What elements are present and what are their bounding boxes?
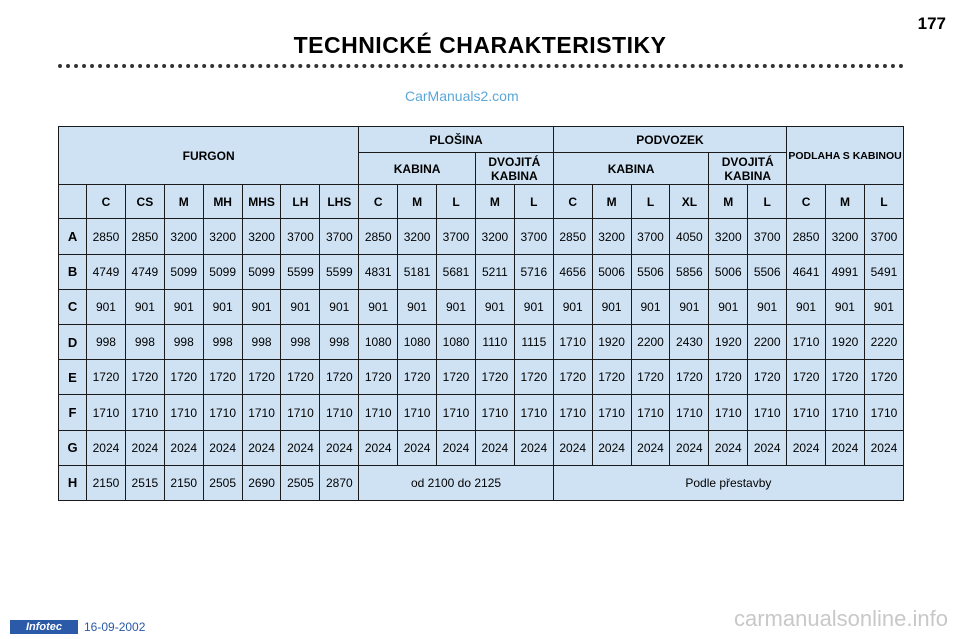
table-cell: 2850 bbox=[787, 219, 826, 254]
table-cell: 1720 bbox=[281, 360, 320, 395]
page-title: TECHNICKÉ CHARAKTERISTIKY bbox=[293, 32, 667, 58]
table-cell: 5491 bbox=[864, 254, 903, 289]
table-cell: 901 bbox=[864, 289, 903, 324]
table-row bbox=[59, 360, 904, 395]
table-cell: 2024 bbox=[592, 430, 631, 465]
table-cell: 2220 bbox=[864, 325, 903, 360]
table-cell: 3200 bbox=[826, 219, 865, 254]
table-cell: 1720 bbox=[475, 360, 514, 395]
table-cell: 901 bbox=[281, 289, 320, 324]
table-cell: 5856 bbox=[670, 254, 709, 289]
table-cell: 1720 bbox=[864, 360, 903, 395]
table-cell: 1710 bbox=[398, 395, 437, 430]
table-cell: 901 bbox=[631, 289, 670, 324]
table-cell: 998 bbox=[203, 325, 242, 360]
table-cell: 2024 bbox=[864, 430, 903, 465]
table-cell: 2850 bbox=[359, 219, 398, 254]
table-cell: 2024 bbox=[281, 430, 320, 465]
table-cell: 1710 bbox=[164, 395, 203, 430]
table-cell: 1720 bbox=[203, 360, 242, 395]
table-cell: 2024 bbox=[670, 430, 709, 465]
table-cell: 1720 bbox=[514, 360, 553, 395]
table-cell: 1720 bbox=[164, 360, 203, 395]
subgroup-plosina-dvojita: DVOJITÁ KABINA bbox=[475, 153, 553, 185]
column-header: CS bbox=[125, 185, 164, 219]
table-cell: 5599 bbox=[320, 254, 359, 289]
column-header: L bbox=[514, 185, 553, 219]
row-label: G bbox=[59, 430, 87, 465]
row-label: D bbox=[59, 325, 87, 360]
table-cell: 901 bbox=[87, 289, 126, 324]
table-cell: 3700 bbox=[320, 219, 359, 254]
table-cell: 998 bbox=[164, 325, 203, 360]
table-cell: 3200 bbox=[709, 219, 748, 254]
table-cell: 901 bbox=[553, 289, 592, 324]
table-cell: 2150 bbox=[87, 465, 126, 500]
table-cell: 3700 bbox=[437, 219, 476, 254]
table-cell: 3700 bbox=[631, 219, 670, 254]
column-header: XL bbox=[670, 185, 709, 219]
table-cell-merged: Podle přestavby bbox=[553, 465, 903, 500]
column-header: L bbox=[748, 185, 787, 219]
table-cell: 998 bbox=[242, 325, 281, 360]
table-cell: 3700 bbox=[514, 219, 553, 254]
table-cell: 2024 bbox=[242, 430, 281, 465]
column-header: MHS bbox=[242, 185, 281, 219]
table-cell: 2024 bbox=[359, 430, 398, 465]
table-cell: 2024 bbox=[787, 430, 826, 465]
table-cell: 901 bbox=[709, 289, 748, 324]
table-cell: 4641 bbox=[787, 254, 826, 289]
row-label: B bbox=[59, 254, 87, 289]
column-header: MH bbox=[203, 185, 242, 219]
column-header: L bbox=[864, 185, 903, 219]
table-row bbox=[59, 465, 904, 500]
table-cell: 1920 bbox=[709, 325, 748, 360]
table-cell: 2024 bbox=[475, 430, 514, 465]
column-header: M bbox=[826, 185, 865, 219]
table-cell: 901 bbox=[826, 289, 865, 324]
table-cell: 1710 bbox=[631, 395, 670, 430]
table-cell: 1710 bbox=[787, 395, 826, 430]
table-cell: 2024 bbox=[709, 430, 748, 465]
table-cell: 901 bbox=[514, 289, 553, 324]
table-row bbox=[59, 254, 904, 289]
table-cell: 3700 bbox=[748, 219, 787, 254]
corner-cell bbox=[59, 185, 87, 219]
watermark-top: CarManuals2.com bbox=[405, 88, 519, 104]
table-cell: 5099 bbox=[164, 254, 203, 289]
table-cell: 901 bbox=[437, 289, 476, 324]
column-header: M bbox=[709, 185, 748, 219]
table-cell: 2024 bbox=[514, 430, 553, 465]
table-cell: 1110 bbox=[475, 325, 514, 360]
table-cell: 1710 bbox=[475, 395, 514, 430]
table-cell: 2024 bbox=[87, 430, 126, 465]
table-cell: 3200 bbox=[475, 219, 514, 254]
group-plosina: PLOŠINA bbox=[359, 127, 554, 153]
table-cell: 1710 bbox=[864, 395, 903, 430]
table-cell: 2024 bbox=[826, 430, 865, 465]
table-cell: 1720 bbox=[320, 360, 359, 395]
table-cell: 998 bbox=[320, 325, 359, 360]
table-cell: 901 bbox=[320, 289, 359, 324]
table-cell: 4050 bbox=[670, 219, 709, 254]
table-cell: 901 bbox=[592, 289, 631, 324]
column-header: L bbox=[631, 185, 670, 219]
table-cell: 1720 bbox=[553, 360, 592, 395]
table-cell: 2850 bbox=[553, 219, 592, 254]
table-cell: 3200 bbox=[203, 219, 242, 254]
table-cell: 901 bbox=[242, 289, 281, 324]
column-header: LHS bbox=[320, 185, 359, 219]
table-cell: 1720 bbox=[398, 360, 437, 395]
table-cell: 1920 bbox=[826, 325, 865, 360]
group-podlaha: PODLAHA S KABINOU bbox=[787, 127, 904, 185]
table-cell: 2024 bbox=[203, 430, 242, 465]
table-cell: 998 bbox=[281, 325, 320, 360]
table-cell: 5506 bbox=[631, 254, 670, 289]
table-cell: 1720 bbox=[787, 360, 826, 395]
table-cell: 5181 bbox=[398, 254, 437, 289]
row-label: A bbox=[59, 219, 87, 254]
row-label: C bbox=[59, 289, 87, 324]
table-cell: 2150 bbox=[164, 465, 203, 500]
group-furgon: FURGON bbox=[59, 127, 359, 185]
table-cell: 5211 bbox=[475, 254, 514, 289]
column-header: C bbox=[787, 185, 826, 219]
table-cell: 901 bbox=[398, 289, 437, 324]
table-cell: 1720 bbox=[631, 360, 670, 395]
table-cell: 1710 bbox=[748, 395, 787, 430]
column-header: M bbox=[164, 185, 203, 219]
table-cell: 2850 bbox=[125, 219, 164, 254]
table-cell: 1710 bbox=[553, 325, 592, 360]
table-cell: 1720 bbox=[87, 360, 126, 395]
table-cell: 1710 bbox=[514, 395, 553, 430]
subgroup-podvozek-kabina: KABINA bbox=[553, 153, 709, 185]
table-cell: 1710 bbox=[787, 325, 826, 360]
table-cell: 5006 bbox=[592, 254, 631, 289]
table-cell: 901 bbox=[787, 289, 826, 324]
table-cell: 3700 bbox=[281, 219, 320, 254]
table-cell: 1720 bbox=[125, 360, 164, 395]
spec-table bbox=[58, 126, 904, 501]
table-cell: 5599 bbox=[281, 254, 320, 289]
dotted-divider bbox=[58, 64, 904, 68]
table-cell: 3200 bbox=[398, 219, 437, 254]
table-cell: 1710 bbox=[826, 395, 865, 430]
table-cell: 2024 bbox=[320, 430, 359, 465]
subgroup-podvozek-dvojita: DVOJITÁ KABINA bbox=[709, 153, 787, 185]
row-label: E bbox=[59, 360, 87, 395]
infotec-logo: Infotec bbox=[10, 620, 78, 634]
watermark-bottom: carmanualsonline.info bbox=[733, 606, 948, 631]
column-header: M bbox=[592, 185, 631, 219]
table-cell: 1710 bbox=[125, 395, 164, 430]
table-cell: 1710 bbox=[670, 395, 709, 430]
table-row bbox=[59, 395, 904, 430]
page-number: 177 bbox=[917, 14, 946, 33]
column-header: LH bbox=[281, 185, 320, 219]
table-cell: 5099 bbox=[242, 254, 281, 289]
table-cell: 1720 bbox=[242, 360, 281, 395]
table-cell: 1720 bbox=[437, 360, 476, 395]
table-cell: 1710 bbox=[592, 395, 631, 430]
table-cell: 5506 bbox=[748, 254, 787, 289]
table-cell: 2024 bbox=[553, 430, 592, 465]
table-cell: 998 bbox=[125, 325, 164, 360]
table-cell: 2690 bbox=[242, 465, 281, 500]
table-cell: 2024 bbox=[437, 430, 476, 465]
table-cell: 2024 bbox=[164, 430, 203, 465]
table-cell-merged: od 2100 do 2125 bbox=[359, 465, 554, 500]
table-cell: 2515 bbox=[125, 465, 164, 500]
table-cell: 1920 bbox=[592, 325, 631, 360]
table-cell: 3200 bbox=[592, 219, 631, 254]
table-cell: 1710 bbox=[87, 395, 126, 430]
column-header: L bbox=[437, 185, 476, 219]
table-cell: 2024 bbox=[398, 430, 437, 465]
footer-date: 16-09-2002 bbox=[84, 620, 146, 634]
table-cell: 901 bbox=[203, 289, 242, 324]
table-cell: 2200 bbox=[631, 325, 670, 360]
table-cell: 1710 bbox=[281, 395, 320, 430]
table-cell: 2505 bbox=[281, 465, 320, 500]
table-cell: 4656 bbox=[553, 254, 592, 289]
table-cell: 2024 bbox=[125, 430, 164, 465]
table-cell: 901 bbox=[125, 289, 164, 324]
table-cell: 1720 bbox=[670, 360, 709, 395]
table-cell: 2024 bbox=[631, 430, 670, 465]
table-cell: 901 bbox=[748, 289, 787, 324]
table-cell: 1710 bbox=[320, 395, 359, 430]
table-cell: 1720 bbox=[709, 360, 748, 395]
table-cell: 1710 bbox=[242, 395, 281, 430]
table-cell: 3700 bbox=[864, 219, 903, 254]
column-header: C bbox=[553, 185, 592, 219]
table-cell: 1710 bbox=[437, 395, 476, 430]
table-cell: 901 bbox=[670, 289, 709, 324]
column-header: C bbox=[359, 185, 398, 219]
column-header: C bbox=[87, 185, 126, 219]
table-cell: 1080 bbox=[398, 325, 437, 360]
table-row bbox=[59, 430, 904, 465]
table-row bbox=[59, 289, 904, 324]
table-cell: 1080 bbox=[359, 325, 398, 360]
table-cell: 1710 bbox=[553, 395, 592, 430]
table-cell: 901 bbox=[475, 289, 514, 324]
table-cell: 1720 bbox=[826, 360, 865, 395]
table-cell: 5681 bbox=[437, 254, 476, 289]
table-cell: 2505 bbox=[203, 465, 242, 500]
table-cell: 1115 bbox=[514, 325, 553, 360]
table-cell: 3200 bbox=[242, 219, 281, 254]
table-cell: 4831 bbox=[359, 254, 398, 289]
table-cell: 901 bbox=[359, 289, 398, 324]
table-cell: 2870 bbox=[320, 465, 359, 500]
table-cell: 998 bbox=[87, 325, 126, 360]
table-cell: 5006 bbox=[709, 254, 748, 289]
table-cell: 2430 bbox=[670, 325, 709, 360]
table-cell: 1080 bbox=[437, 325, 476, 360]
table-cell: 1710 bbox=[203, 395, 242, 430]
table-cell: 1720 bbox=[359, 360, 398, 395]
column-header: M bbox=[475, 185, 514, 219]
table-cell: 1720 bbox=[748, 360, 787, 395]
table-row bbox=[59, 325, 904, 360]
table-cell: 5716 bbox=[514, 254, 553, 289]
table-cell: 3200 bbox=[164, 219, 203, 254]
row-label: H bbox=[59, 465, 87, 500]
table-cell: 2200 bbox=[748, 325, 787, 360]
table-cell: 4749 bbox=[125, 254, 164, 289]
table-cell: 901 bbox=[164, 289, 203, 324]
table-row bbox=[59, 219, 904, 254]
subgroup-plosina-kabina: KABINA bbox=[359, 153, 476, 185]
table-cell: 2024 bbox=[748, 430, 787, 465]
table-cell: 1710 bbox=[359, 395, 398, 430]
table-cell: 1710 bbox=[709, 395, 748, 430]
table-cell: 5099 bbox=[203, 254, 242, 289]
table-cell: 2850 bbox=[87, 219, 126, 254]
table-cell: 4749 bbox=[87, 254, 126, 289]
table-cell: 4991 bbox=[826, 254, 865, 289]
group-podvozek: PODVOZEK bbox=[553, 127, 786, 153]
row-label: F bbox=[59, 395, 87, 430]
table-cell: 1720 bbox=[592, 360, 631, 395]
column-header: M bbox=[398, 185, 437, 219]
